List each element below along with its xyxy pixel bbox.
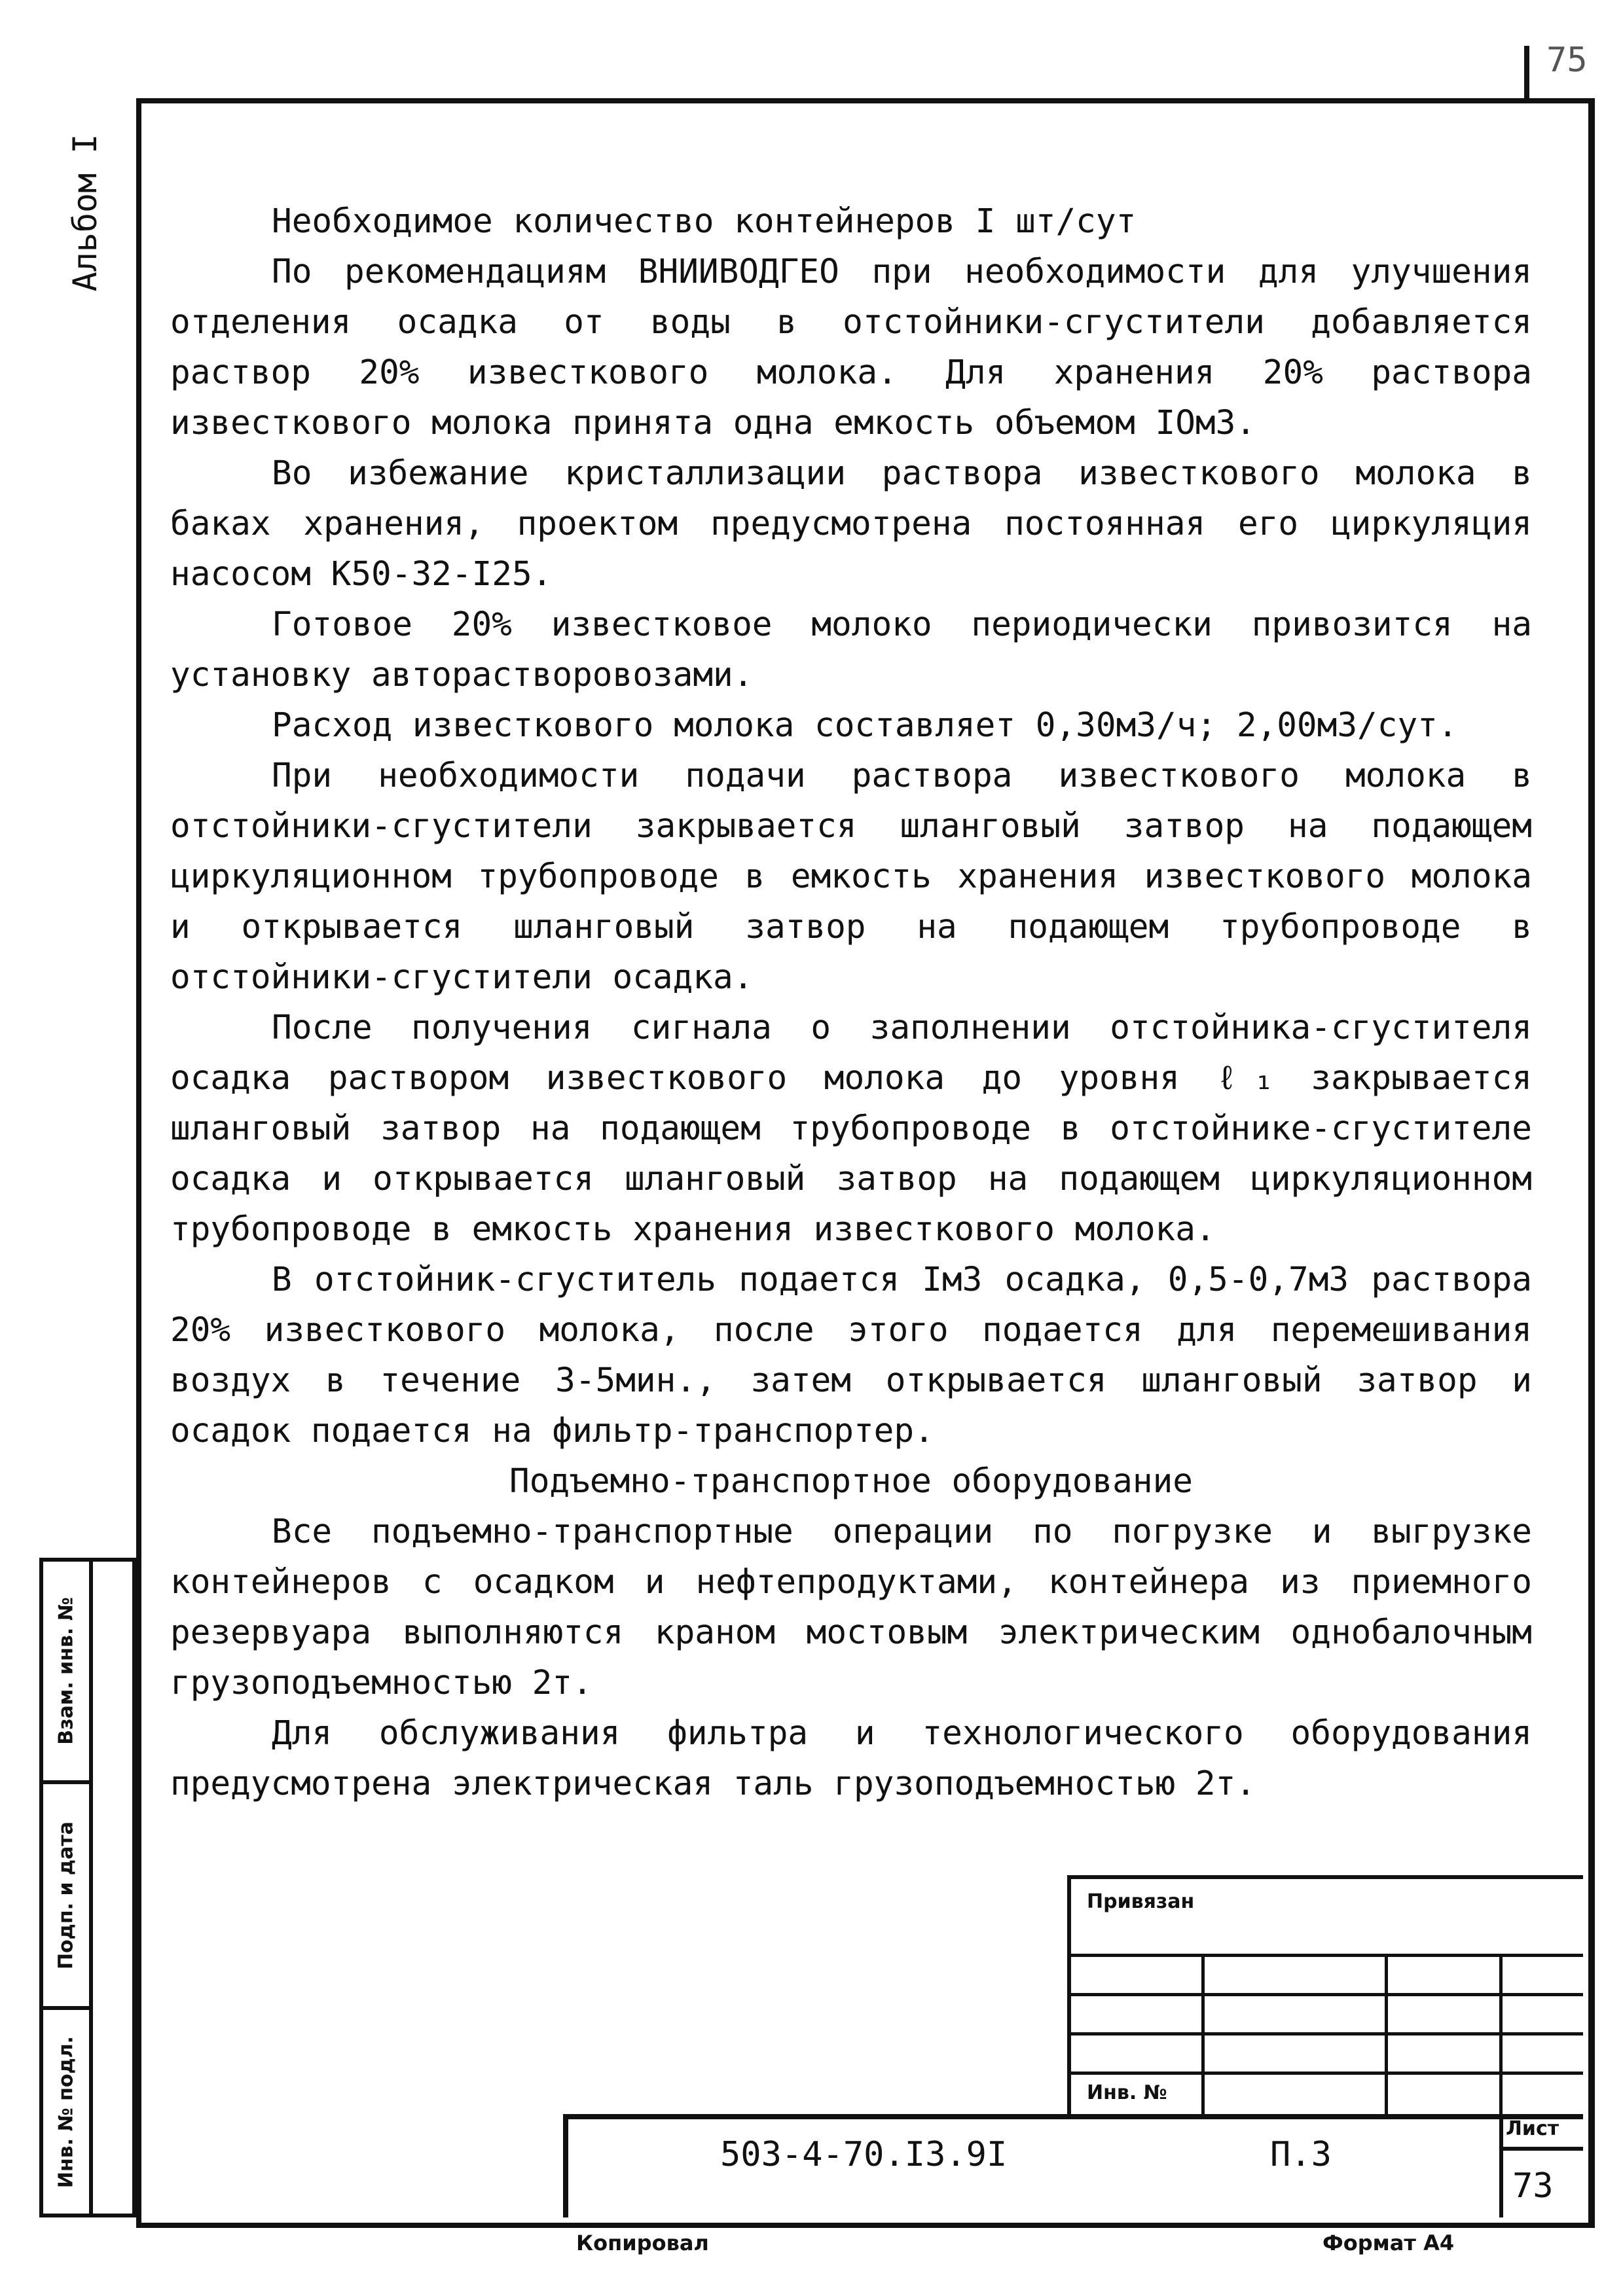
ref-vline-2: [1385, 1954, 1388, 2114]
list-number: 73: [1512, 2166, 1554, 2206]
ref-line-4: [1067, 2072, 1583, 2075]
ref-line-3: [1067, 2032, 1583, 2036]
side-stamp-strip: [39, 1558, 136, 2217]
album-label: [59, 128, 111, 298]
stamp-inv: [43, 2010, 89, 2214]
stamp-podp-text: Подп. и дата: [54, 1821, 78, 1969]
footer-format: Формат А4: [1322, 2231, 1455, 2255]
ref-vline-3: [1499, 1954, 1503, 2114]
stamp-vzam-text: Взам. инв. №: [54, 1597, 78, 1745]
page-number: 75: [1546, 41, 1588, 80]
section-heading: Подъемно-транспортное оборудование: [509, 1462, 1193, 1501]
ref-line-2: [1067, 1993, 1583, 1996]
strip-divider: [89, 1562, 93, 2214]
corner-mark: [1524, 46, 1529, 101]
paragraph-10: Для обслуживания фильтра и технологического оборудования предусмотрена электрическая таль грузоподъемностью 2т.: [170, 1714, 1532, 1803]
stamp-vzam: [43, 1562, 89, 1784]
paragraph-8: В отстойник-сгуститель подается Iм3 осадка, 0,5-0,7м3 раствора 20% известкового молока, после этого подается для перемешивания воздух в течение 3-5мин., затем открывается шланговый затвор и осадок подается на фильтр-транспортер.: [170, 1261, 1532, 1450]
body-text: [170, 196, 1532, 1809]
paragraph-5: Расход известкового молока составляет 0,30м3/ч; 2,00м3/сут.: [272, 706, 1458, 745]
list-cell-divider: [1499, 2147, 1583, 2151]
list-label: Лист: [1506, 2117, 1559, 2140]
footer-copied: Копировал: [576, 2231, 709, 2255]
paragraph-4: Готовое 20% известковое молоко периодически привозится на установку авторастворовозами.: [170, 605, 1532, 694]
reference-label: Привязан: [1087, 1890, 1195, 1913]
ref-vline-1: [1201, 1954, 1205, 2114]
paragraph-1: Необходимое количество контейнеров I шт/сут: [272, 202, 1137, 241]
title-block: [563, 2114, 1583, 2217]
paragraph-2: По рекомендациям ВНИИВОДГЕО при необходимости для улучшения отделения осадка от воды в отстойники-сгустители добавляется раствор 20% известкового молока. Для хранения 20% раствора известкового молока принята одна емкость объемом IОм3.: [170, 253, 1532, 442]
stamp-podp: [43, 1784, 89, 2010]
paragraph-6: При необходимости подачи раствора известкового молока в отстойники-сгустители закрывается шланговый затвор на подающем циркуляционном трубопроводе в емкость хранения известкового молока и открывается шланговый затвор на подающем трубопроводе в отстойники-сгустители осадка.: [170, 757, 1532, 997]
album-label-text: Альбом I: [66, 134, 104, 292]
inventory-label: Инв. №: [1087, 2081, 1167, 2104]
stamp-inv-text: Инв. № подл.: [54, 2036, 78, 2188]
document-code: 503-4-70.I3.9I: [720, 2135, 1008, 2174]
paragraph-9: Все подъемно-транспортные операции по погрузке и выгрузке контейнеров с осадком и нефтепродуктами, контейнера из приемного резервуара выполняются краном мостовым электрическим однобалочным грузоподъемностью 2т.: [170, 1513, 1532, 1702]
paragraph-3: Во избежание кристаллизации раствора известкового молока в баках хранения, проектом предусмотрена постоянная его циркуляция насосом К50-32-I25.: [170, 454, 1532, 594]
paragraph-7: После получения сигнала о заполнении отстойника-сгустителя осадка раствором известкового молока до уровня ℓ₁ закрывается шланговый затвор на подающем трубопроводе в отстойнике-сгустителе осадка и открывается шланговый затвор на подающем циркуляционном трубопроводе в емкость хранения известкового молока.: [170, 1009, 1532, 1249]
ref-line-1: [1067, 1954, 1583, 1957]
sheet-reference: П.3: [1270, 2135, 1332, 2174]
